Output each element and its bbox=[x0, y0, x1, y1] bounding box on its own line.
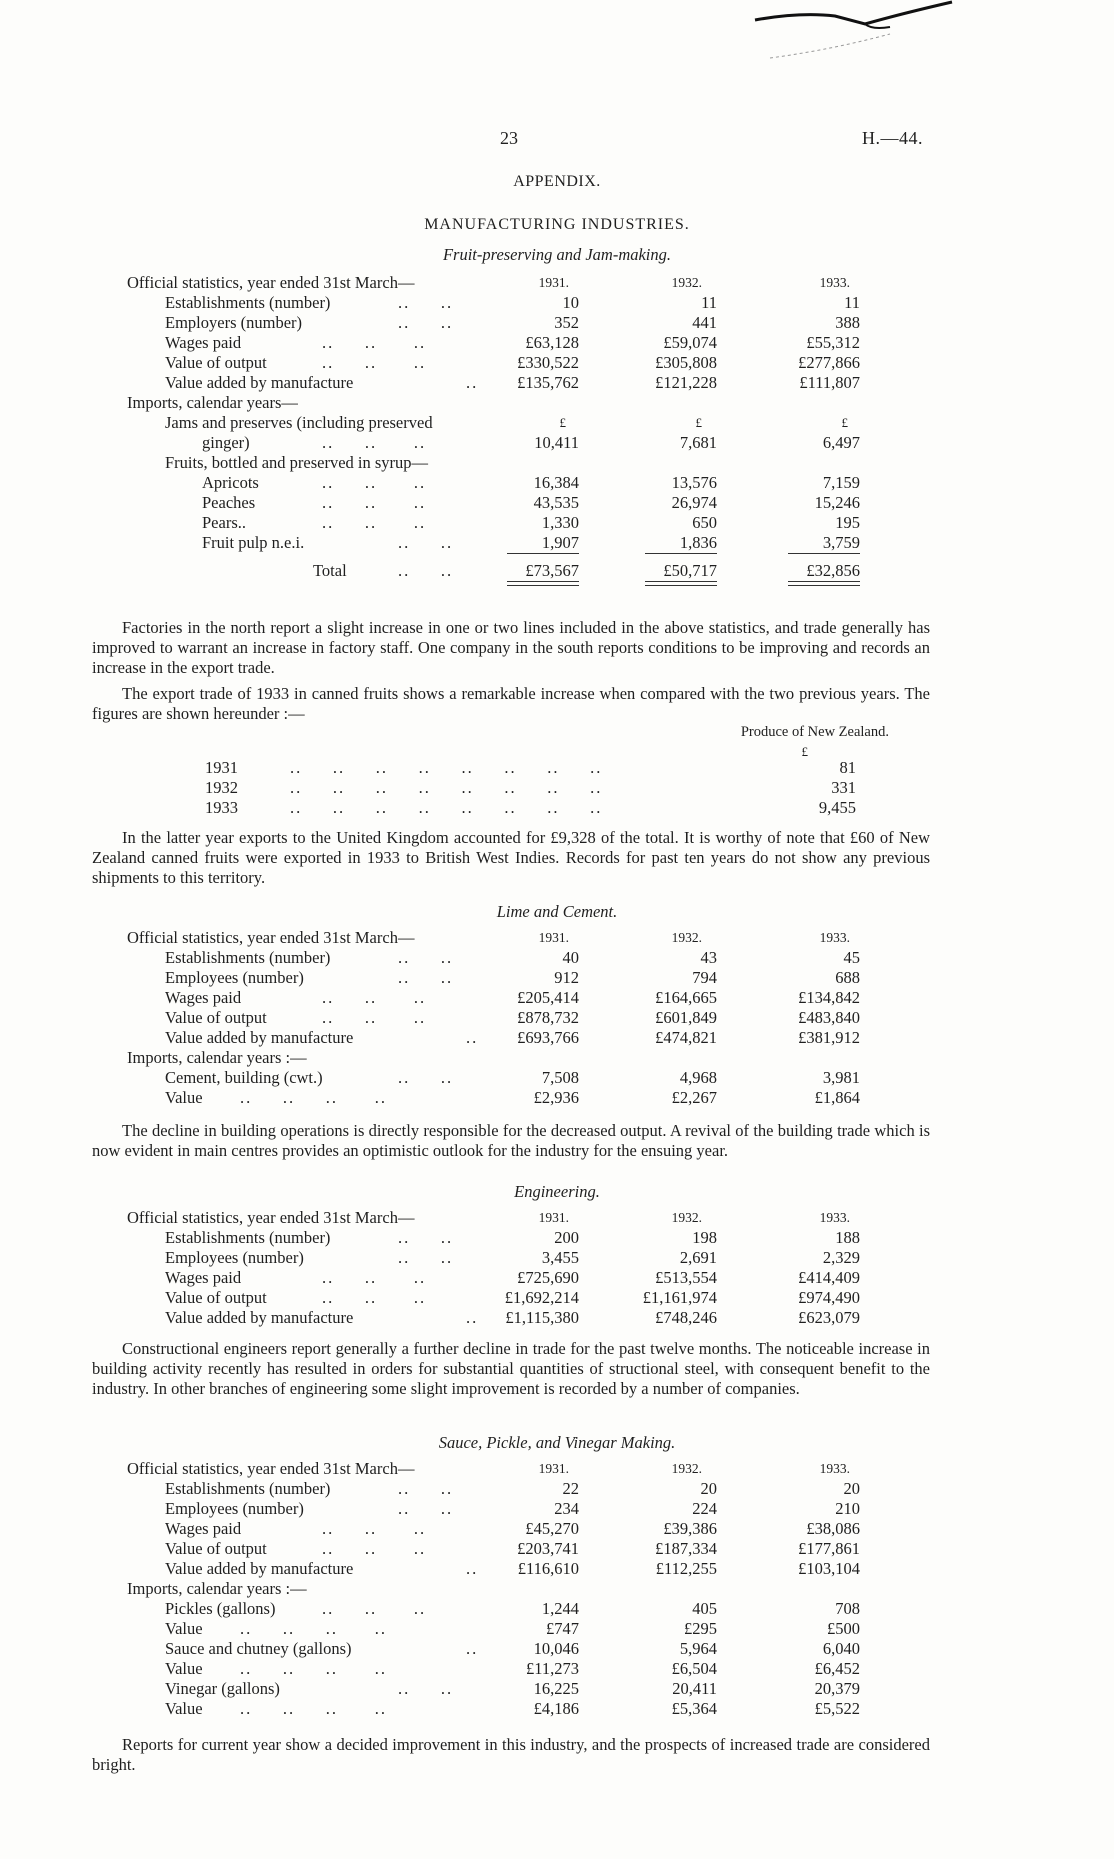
row-label: Employees (number) bbox=[165, 1248, 304, 1267]
table-row: Value .. .. .. .. £747 £295 £500 bbox=[165, 1619, 860, 1638]
row-label: Official statistics, year ended 31st March— bbox=[127, 928, 415, 947]
row-label: Wages paid bbox=[165, 988, 242, 1007]
cell-value: 16,384 bbox=[533, 473, 579, 492]
row-label: Employees (number) bbox=[165, 1499, 304, 1518]
cell-value: 10,411 bbox=[534, 433, 579, 452]
cell-value: 195 bbox=[835, 513, 860, 532]
lime-section-title: Lime and Cement. bbox=[496, 902, 618, 921]
cell-value: £974,490 bbox=[798, 1288, 860, 1307]
cell-value: £112,255 bbox=[655, 1559, 717, 1578]
cell-value: 650 bbox=[692, 513, 717, 532]
cell-value: £414,409 bbox=[798, 1268, 860, 1287]
pound-sign: £ bbox=[801, 744, 808, 759]
cell-value: 15,246 bbox=[814, 493, 860, 512]
cell-value: 688 bbox=[835, 968, 860, 987]
double-rule bbox=[788, 581, 860, 586]
cell-value: £103,104 bbox=[798, 1559, 860, 1578]
row-label: Imports, calendar years :— bbox=[127, 1048, 307, 1067]
cell-value: 1,836 bbox=[679, 533, 717, 552]
row-label: Establishments (number) bbox=[165, 1228, 331, 1247]
row-label: Value of output bbox=[165, 1288, 267, 1307]
imports-label-row bbox=[0, 393, 1114, 413]
cell-value: £59,074 bbox=[663, 333, 717, 352]
cell-value: £500 bbox=[827, 1619, 860, 1638]
year-header: 1932. bbox=[671, 1210, 702, 1225]
cell-value: 20,411 bbox=[672, 1679, 717, 1698]
export-row: 1933 .. .. .. .. .. .. .. .. 9,455 bbox=[205, 798, 856, 817]
paragraph-text: In the latter year exports to the United Kingdom accounted for £9,328 of the total. It is worthy of note that £60 of New Zealand canned fruits were exported in 1933 to British West Indies. Records for past ten years do not show any previous shipments to this territory. bbox=[92, 828, 930, 887]
cell-value: £2,936 bbox=[533, 1088, 579, 1107]
total-value: £32,856 bbox=[806, 561, 860, 580]
sauce-paragraph bbox=[92, 1735, 930, 1775]
cell-value: £5,522 bbox=[814, 1699, 860, 1718]
pound-sign: £ bbox=[695, 415, 702, 430]
row-label: Value bbox=[165, 1699, 203, 1718]
cell-value: £205,414 bbox=[517, 988, 579, 1007]
cell-value: 3,981 bbox=[822, 1068, 860, 1087]
table-row: Value .. .. .. .. £11,273 £6,504 £6,452 bbox=[165, 1659, 860, 1678]
cell-value: 2,691 bbox=[679, 1248, 717, 1267]
cell-value: £513,554 bbox=[655, 1268, 717, 1287]
page-reference: H.—44. bbox=[862, 128, 923, 148]
export-unit-row bbox=[0, 742, 1114, 758]
year-header: 1932. bbox=[671, 1461, 702, 1476]
table-row: Fruit pulp n.e.i. .. .. 1,907 1,836 3,759 bbox=[202, 533, 860, 552]
cell-value: 10 bbox=[562, 293, 579, 312]
cell-value: £474,821 bbox=[655, 1028, 717, 1047]
imports-label-row bbox=[0, 1579, 1114, 1599]
fruit-header-row bbox=[0, 273, 1114, 293]
cell-value: £55,312 bbox=[806, 333, 860, 352]
engineering-section-title: Engineering. bbox=[514, 1182, 600, 1201]
cell-value: 7,508 bbox=[541, 1068, 579, 1087]
cell-value: 1,907 bbox=[541, 533, 579, 552]
table-row: Value added by manufacture .. £1,115,380 £748,246 £623,079 bbox=[165, 1308, 860, 1327]
cell-value: 45 bbox=[843, 948, 860, 967]
total-row: Total .. .. £73,567 £50,717 £32,856 bbox=[313, 561, 860, 580]
table-row: Value of output .. .. .. £1,692,214 £1,161,974 £974,490 bbox=[165, 1288, 860, 1307]
row-label: Value of output bbox=[165, 1539, 267, 1558]
rule bbox=[788, 553, 860, 555]
pound-sign: £ bbox=[559, 415, 566, 430]
row-label: Pickles (gallons) bbox=[165, 1599, 276, 1618]
cell-value: £725,690 bbox=[517, 1268, 579, 1287]
table-row: Wages paid .. .. .. £205,414 £164,665 £134,842 bbox=[165, 988, 860, 1007]
year-header: 1931. bbox=[538, 1210, 569, 1225]
export-value: 331 bbox=[831, 778, 856, 797]
year-header: 1933. bbox=[819, 275, 850, 290]
paragraph-text: The export trade of 1933 in canned fruits shows a remarkable increase when compared with the two previous years. The figures are shown hereunder :— bbox=[92, 684, 930, 723]
row-label: Value of output bbox=[165, 1008, 267, 1027]
cell-value: £381,912 bbox=[798, 1028, 860, 1047]
table-row: Establishments (number) .. .. 40 43 45 bbox=[165, 948, 860, 967]
cell-value: 43 bbox=[700, 948, 717, 967]
table-row: Value of output .. .. .. £878,732 £601,849 £483,840 bbox=[165, 1008, 860, 1027]
export-row: 1931 .. .. .. .. .. .. .. .. 81 bbox=[205, 758, 856, 777]
page-number: 23 bbox=[500, 128, 518, 148]
cell-value: 200 bbox=[554, 1228, 579, 1247]
cell-value: £116,610 bbox=[517, 1559, 579, 1578]
cell-value: 26,974 bbox=[671, 493, 717, 512]
cell-value: £11,273 bbox=[525, 1659, 579, 1678]
cell-value: £1,864 bbox=[814, 1088, 860, 1107]
cell-value: £38,086 bbox=[806, 1519, 860, 1538]
cell-value: £6,452 bbox=[814, 1659, 860, 1678]
fruit-paragraph-2 bbox=[92, 684, 930, 724]
cell-value: 7,681 bbox=[679, 433, 717, 452]
cell-value: 13,576 bbox=[671, 473, 717, 492]
year-header: 1933. bbox=[819, 930, 850, 945]
row-label: Imports, calendar years :— bbox=[127, 1579, 307, 1598]
cell-value: £135,762 bbox=[517, 373, 579, 392]
row-label: Value of output bbox=[165, 353, 267, 372]
cell-value: 11 bbox=[701, 293, 717, 312]
row-label: Official statistics, year ended 31st March— bbox=[127, 1208, 415, 1227]
fruit-paragraph-1 bbox=[92, 618, 930, 678]
paragraph-text: Constructional engineers report generally a further decline in trade for the past twelve months. The noticeable increase in building activity recently has resulted in orders for substantial quantities of structional steel, with consequent benefit to the industry. In other branches of engineering some slight improvement is recorded by a number of companies. bbox=[92, 1339, 930, 1398]
table-row: Cement, building (cwt.) .. .. 7,508 4,968 3,981 bbox=[165, 1068, 860, 1087]
cell-value: £111,807 bbox=[799, 373, 860, 392]
row-label: Employees (number) bbox=[165, 968, 304, 987]
row-label: Establishments (number) bbox=[165, 948, 331, 967]
table-row: Establishments (number) .. .. 22 20 20 bbox=[165, 1479, 860, 1498]
cell-value: £601,849 bbox=[655, 1008, 717, 1027]
lime-paragraph bbox=[92, 1121, 930, 1161]
cell-value: £4,186 bbox=[533, 1699, 579, 1718]
table-row: Wages paid .. .. .. £63,128 £59,074 £55,312 bbox=[165, 333, 860, 352]
table-row: Employees (number) .. .. 234 224 210 bbox=[165, 1499, 860, 1518]
double-rule bbox=[645, 581, 717, 586]
table-row: Value of output .. .. .. £330,522 £305,808 £277,866 bbox=[165, 353, 860, 372]
row-label: Vinegar (gallons) bbox=[165, 1679, 280, 1698]
double-rule bbox=[507, 581, 579, 586]
engineering-table bbox=[0, 1208, 1114, 1328]
cell-value: 10,046 bbox=[533, 1639, 579, 1658]
row-label: Employers (number) bbox=[165, 313, 303, 332]
produce-header: Produce of New Zealand. bbox=[740, 724, 889, 740]
table-row: Value added by manufacture .. £116,610 £112,255 £103,104 bbox=[165, 1559, 860, 1578]
engineering-paragraph bbox=[92, 1339, 930, 1399]
table-row: ginger) .. .. .. 10,411 7,681 6,497 bbox=[202, 433, 860, 452]
table-row: Establishments (number) .. .. 10 11 11 bbox=[165, 293, 860, 312]
table-row: Peaches .. .. .. 43,535 26,974 15,246 bbox=[202, 493, 860, 512]
cell-value: 405 bbox=[692, 1599, 717, 1618]
paragraph-text: Reports for current year show a decided improvement in this industry, and the prospects of increased trade are considered bright. bbox=[92, 1735, 930, 1774]
cell-value: £164,665 bbox=[655, 988, 717, 1007]
row-label: Value added by manufacture bbox=[165, 1559, 354, 1578]
year-header: 1931. bbox=[538, 930, 569, 945]
row-label: Imports, calendar years— bbox=[127, 393, 298, 412]
lime-header-row bbox=[0, 928, 1114, 948]
pound-sign: £ bbox=[841, 415, 848, 430]
cell-value: £45,270 bbox=[525, 1519, 579, 1538]
cell-value: 6,040 bbox=[822, 1639, 860, 1658]
cell-value: 7,159 bbox=[822, 473, 860, 492]
cell-value: £1,115,380 bbox=[505, 1308, 579, 1327]
cell-value: 708 bbox=[835, 1599, 860, 1618]
cell-value: £2,267 bbox=[671, 1088, 717, 1107]
export-year: 1932 bbox=[205, 778, 238, 797]
cell-value: 40 bbox=[562, 948, 579, 967]
cell-value: £6,504 bbox=[671, 1659, 717, 1678]
cell-value: 224 bbox=[692, 1499, 717, 1518]
row-label: Wages paid bbox=[165, 1268, 242, 1287]
table-row: Value added by manufacture .. £693,766 £474,821 £381,912 bbox=[165, 1028, 860, 1047]
sauce-table bbox=[0, 1459, 1114, 1719]
pen-mark-scribble bbox=[740, 0, 970, 70]
year-header: 1931. bbox=[538, 275, 569, 290]
year-header: 1933. bbox=[819, 1461, 850, 1476]
row-label: Fruit pulp n.e.i. bbox=[202, 533, 305, 552]
cell-value: £305,808 bbox=[655, 353, 717, 372]
table-row: Employers (number) .. .. 352 441 388 bbox=[165, 313, 860, 332]
lime-table bbox=[0, 928, 1114, 1108]
cell-value: 16,225 bbox=[533, 1679, 579, 1698]
imports-label-row bbox=[0, 1048, 1114, 1068]
table-row: Vinegar (gallons) .. .. 16,225 20,411 20,379 bbox=[165, 1679, 860, 1698]
cell-value: 22 bbox=[562, 1479, 579, 1498]
cell-value: £5,364 bbox=[671, 1699, 717, 1718]
engineering-header-row bbox=[0, 1208, 1114, 1228]
row-label: Value added by manufacture bbox=[165, 1308, 354, 1327]
cell-value: 20 bbox=[700, 1479, 717, 1498]
total-label: Total bbox=[313, 561, 347, 580]
row-label: Jams and preserves (including preserved bbox=[165, 413, 433, 432]
cell-value: 794 bbox=[692, 968, 717, 987]
paragraph-text: Factories in the north report a slight increase in one or two lines included in the above statistics, and trade generally has improved to warrant an increase in factory staff. One company in the south reports conditions to be improving and records an increase in the export trade. bbox=[92, 618, 930, 677]
year-header: 1932. bbox=[671, 275, 702, 290]
cell-value: 188 bbox=[835, 1228, 860, 1247]
table-row: Value of output .. .. .. £203,741 £187,334 £177,861 bbox=[165, 1539, 860, 1558]
cell-value: 234 bbox=[554, 1499, 579, 1518]
cell-value: 43,535 bbox=[533, 493, 579, 512]
cell-value: 3,455 bbox=[541, 1248, 579, 1267]
table-row: Value .. .. .. .. £4,186 £5,364 £5,522 bbox=[165, 1699, 860, 1718]
cell-value: £483,840 bbox=[798, 1008, 860, 1027]
rule bbox=[507, 553, 579, 555]
fruits-label-row bbox=[0, 453, 1114, 473]
cell-value: £878,732 bbox=[517, 1008, 579, 1027]
cell-value: £177,861 bbox=[798, 1539, 860, 1558]
fruit-table bbox=[0, 273, 1114, 589]
cell-value: £295 bbox=[684, 1619, 717, 1638]
rule bbox=[645, 553, 717, 555]
total-value: £73,567 bbox=[525, 561, 579, 580]
cell-value: £63,128 bbox=[525, 333, 579, 352]
cell-value: 20 bbox=[843, 1479, 860, 1498]
cell-value: 4,968 bbox=[679, 1068, 717, 1087]
export-value: 81 bbox=[839, 758, 856, 777]
row-label: Apricots bbox=[202, 473, 259, 492]
cell-value: 6,497 bbox=[822, 433, 860, 452]
cell-value: 11 bbox=[844, 293, 860, 312]
table-row: Employees (number) .. .. 3,455 2,691 2,329 bbox=[165, 1248, 860, 1267]
cell-value: 1,244 bbox=[541, 1599, 579, 1618]
cell-value: £747 bbox=[546, 1619, 579, 1638]
table-row: Sauce and chutney (gallons) .. 10,046 5,964 6,040 bbox=[165, 1639, 860, 1658]
table-row: Employees (number) .. .. 912 794 688 bbox=[165, 968, 860, 987]
sauce-header-row bbox=[0, 1459, 1114, 1479]
table-row: Pickles (gallons) .. .. .. 1,244 405 708 bbox=[165, 1599, 860, 1618]
row-label: Fruits, bottled and preserved in syrup— bbox=[165, 453, 429, 472]
row-label: Pears.. bbox=[202, 513, 246, 532]
table-row: Wages paid .. .. .. £45,270 £39,386 £38,086 bbox=[165, 1519, 860, 1538]
main-title: MANUFACTURING INDUSTRIES. bbox=[424, 216, 690, 233]
table-row: Apricots .. .. .. 16,384 13,576 7,159 bbox=[202, 473, 860, 492]
export-row: 1932 .. .. .. .. .. .. .. .. 331 bbox=[205, 778, 856, 797]
row-label: Cement, building (cwt.) bbox=[165, 1068, 323, 1087]
cell-value: 441 bbox=[692, 313, 717, 332]
cell-value: 1,330 bbox=[541, 513, 579, 532]
cell-value: 210 bbox=[835, 1499, 860, 1518]
row-label: ginger) bbox=[202, 433, 250, 452]
row-label: Sauce and chutney (gallons) bbox=[165, 1639, 352, 1658]
total-rule-row bbox=[0, 553, 1114, 561]
row-label: Value added by manufacture bbox=[165, 373, 354, 392]
appendix-title: APPENDIX. bbox=[513, 173, 601, 190]
export-table bbox=[0, 722, 1114, 818]
row-label: Wages paid bbox=[165, 1519, 242, 1538]
paragraph-text: The decline in building operations is directly responsible for the decreased output. A revival of the building trade which is now evident in main centres provides an optimistic outlook for the industry for the ensuing year. bbox=[92, 1121, 930, 1160]
row-label: Value bbox=[165, 1088, 203, 1107]
fruit-paragraph-3 bbox=[92, 828, 930, 888]
cell-value: £277,866 bbox=[798, 353, 860, 372]
table-row: Establishments (number) .. .. 200 198 188 bbox=[165, 1228, 860, 1247]
table-row: Value .. .. .. .. £2,936 £2,267 £1,864 bbox=[165, 1088, 860, 1107]
export-year: 1931 bbox=[205, 758, 238, 777]
cell-value: 352 bbox=[554, 313, 579, 332]
cell-value: 388 bbox=[835, 313, 860, 332]
export-header-row bbox=[0, 722, 1114, 742]
cell-value: 912 bbox=[554, 968, 579, 987]
row-label: Official statistics, year ended 31st March— bbox=[127, 1459, 415, 1478]
year-header: 1931. bbox=[538, 1461, 569, 1476]
year-header: 1932. bbox=[671, 930, 702, 945]
fruit-section-title: Fruit-preserving and Jam-making. bbox=[442, 245, 672, 264]
cell-value: £134,842 bbox=[798, 988, 860, 1007]
cell-value: £203,741 bbox=[517, 1539, 579, 1558]
table-row: Wages paid .. .. .. £725,690 £513,554 £414,409 bbox=[165, 1268, 860, 1287]
cell-value: £693,766 bbox=[517, 1028, 579, 1047]
cell-value: £1,161,974 bbox=[642, 1288, 717, 1307]
export-value: 9,455 bbox=[818, 798, 856, 817]
total-double-rule-row bbox=[0, 581, 1114, 589]
row-label: Value bbox=[165, 1659, 203, 1678]
row-label: Wages paid bbox=[165, 333, 242, 352]
export-year: 1933 bbox=[205, 798, 238, 817]
row-label: Value bbox=[165, 1619, 203, 1638]
cell-value: £623,079 bbox=[798, 1308, 860, 1327]
cell-value: £330,522 bbox=[517, 353, 579, 372]
row-label: Official statistics, year ended 31st March— bbox=[127, 273, 415, 292]
year-header: 1933. bbox=[819, 1210, 850, 1225]
cell-value: £1,692,214 bbox=[504, 1288, 579, 1307]
row-label: Peaches bbox=[202, 493, 256, 512]
cell-value: 3,759 bbox=[822, 533, 860, 552]
cell-value: £121,228 bbox=[655, 373, 717, 392]
cell-value: £39,386 bbox=[663, 1519, 717, 1538]
row-label: Establishments (number) bbox=[165, 293, 331, 312]
cell-value: 5,964 bbox=[679, 1639, 717, 1658]
cell-value: 20,379 bbox=[814, 1679, 860, 1698]
cell-value: 2,329 bbox=[822, 1248, 860, 1267]
cell-value: £187,334 bbox=[655, 1539, 717, 1558]
sauce-section-title: Sauce, Pickle, and Vinegar Making. bbox=[438, 1433, 676, 1452]
cell-value: 198 bbox=[692, 1228, 717, 1247]
row-label: Value added by manufacture bbox=[165, 1028, 354, 1047]
row-label: Establishments (number) bbox=[165, 1479, 331, 1498]
cell-value: £748,246 bbox=[655, 1308, 717, 1327]
table-row: Value added by manufacture .. £135,762 £121,228 £111,807 bbox=[165, 373, 860, 392]
table-row bbox=[0, 413, 1114, 433]
total-value: £50,717 bbox=[663, 561, 717, 580]
table-row: Pears.. .. .. .. 1,330 650 195 bbox=[202, 513, 860, 532]
